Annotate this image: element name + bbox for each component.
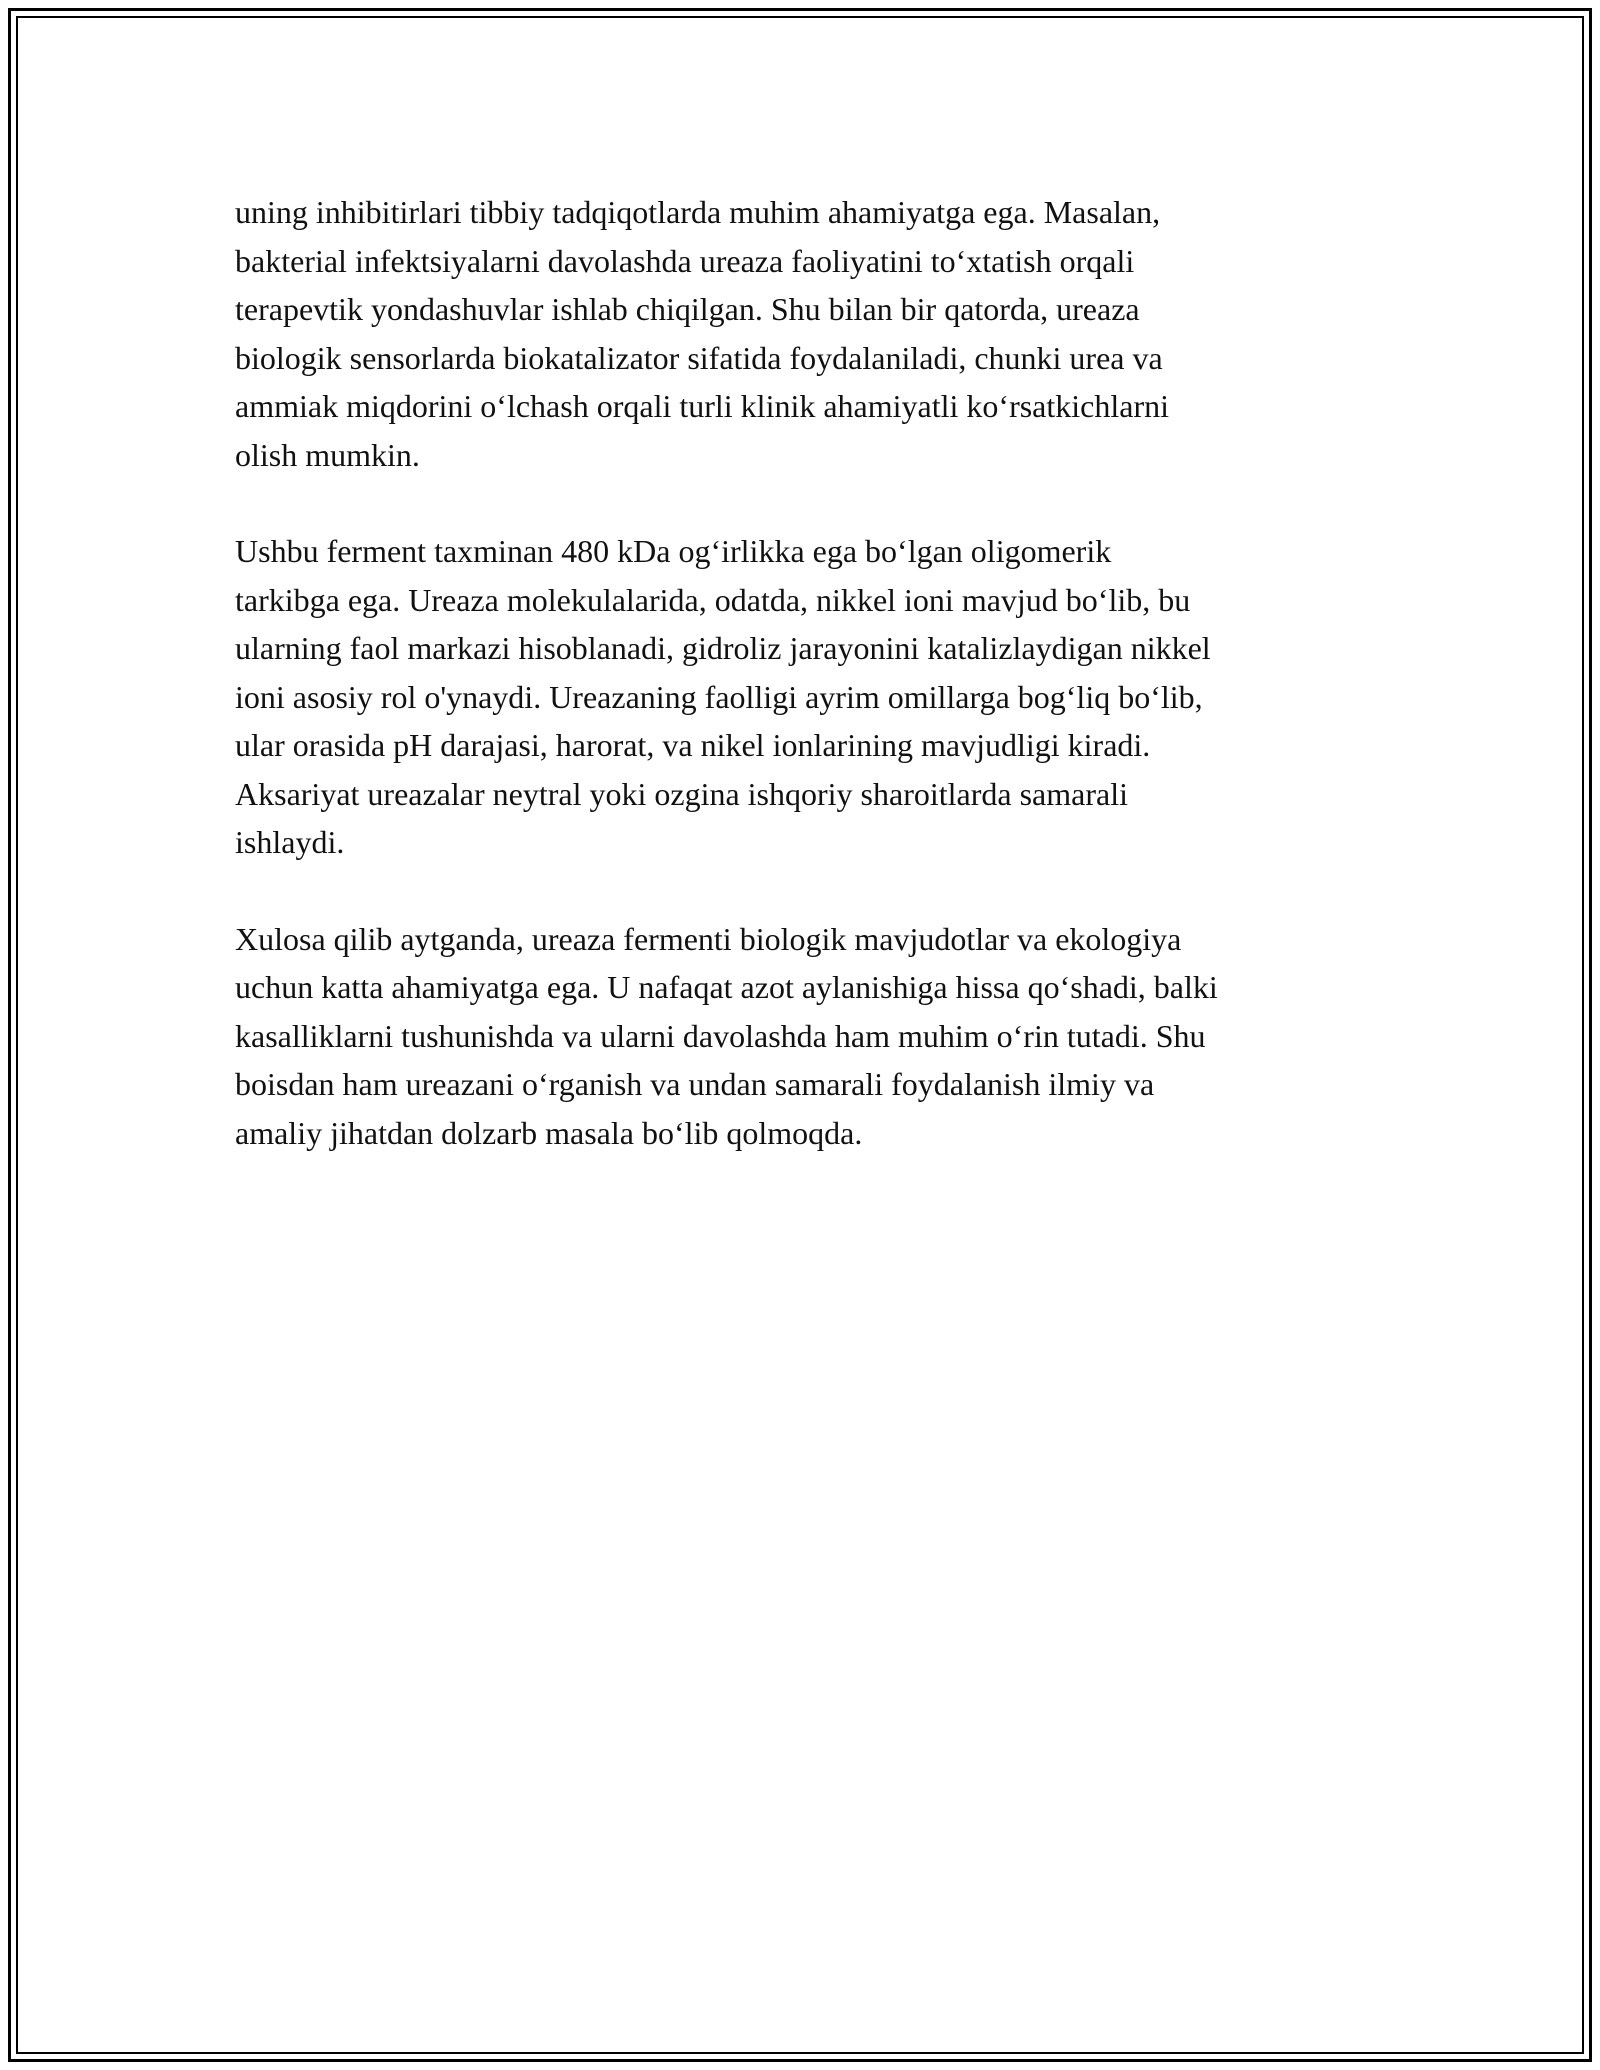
- paragraph-3: [235, 915, 1365, 1158]
- paragraph-line: ammiak miqdorini o‘lchash orqali turli klinik ahamiyatli ko‘rsatkichlarni: [235, 388, 1169, 424]
- paragraph-line: terapevtik yondashuvlar ishlab chiqilgan. Shu bilan bir qatorda, ureaza: [235, 291, 1140, 327]
- document-body: [235, 188, 1365, 1205]
- paragraph-line: uning inhibitirlari tibbiy tadqiqotlarda muhim ahamiyatga ega. Masalan,: [235, 194, 1161, 230]
- paragraph-1: [235, 188, 1365, 479]
- paragraph-line: biologik sensorlarda biokatalizator sifatida foydalaniladi, chunki urea va: [235, 339, 1163, 376]
- paragraph-line: Aksariyat ureazalar neytral yoki ozgina ishqoriy sharoitlarda samarali: [235, 775, 1128, 812]
- paragraph-line: boisdan ham ureazani o‘rganish va undan samarali foydalanish ilmiy va: [235, 1066, 1155, 1102]
- paragraph-line: uchun katta ahamiyatga ega. U nafaqat azot aylanishiga hissa qo‘shadi, balki: [235, 969, 1218, 1005]
- paragraph-line: ioni asosiy rol o'ynaydi. Ureazaning faolligi ayrim omillarga bog‘liq bo‘lib,: [235, 678, 1203, 715]
- paragraph-line: amaliy jihatdan dolzarb masala bo‘lib qolmoqda.: [235, 1114, 863, 1151]
- paragraph-2: [235, 527, 1365, 867]
- paragraph-line: ular orasida pH darajasi, harorat, va nikel ionlarining mavjudligi kiradi.: [235, 727, 1151, 763]
- paragraph-line: ishlaydi.: [235, 824, 345, 860]
- paragraph-line: bakterial infektsiyalarni davolashda ureaza faoliyatini to‘xtatish orqali: [235, 242, 1135, 279]
- paragraph-line: olish mumkin.: [235, 436, 420, 473]
- paragraph-line: Xulosa qilib aytganda, ureaza fermenti biologik mavjudotlar va ekologiya: [235, 920, 1182, 957]
- paragraph-line: kasalliklarni tushunishda va ularni davolashda ham muhim o‘rin tutadi. Shu: [235, 1017, 1206, 1054]
- paragraph-line: tarkibga ega. Ureaza molekulalarida, odatda, nikkel ioni mavjud bo‘lib, bu: [235, 581, 1191, 618]
- paragraph-line: ularning faol markazi hisoblanadi, gidroliz jarayonini katalizlaydigan nikkel: [235, 630, 1211, 666]
- paragraph-line: Ushbu ferment taxminan 480 kDa og‘irlikka ega bo‘lgan oligomerik: [235, 533, 1112, 569]
